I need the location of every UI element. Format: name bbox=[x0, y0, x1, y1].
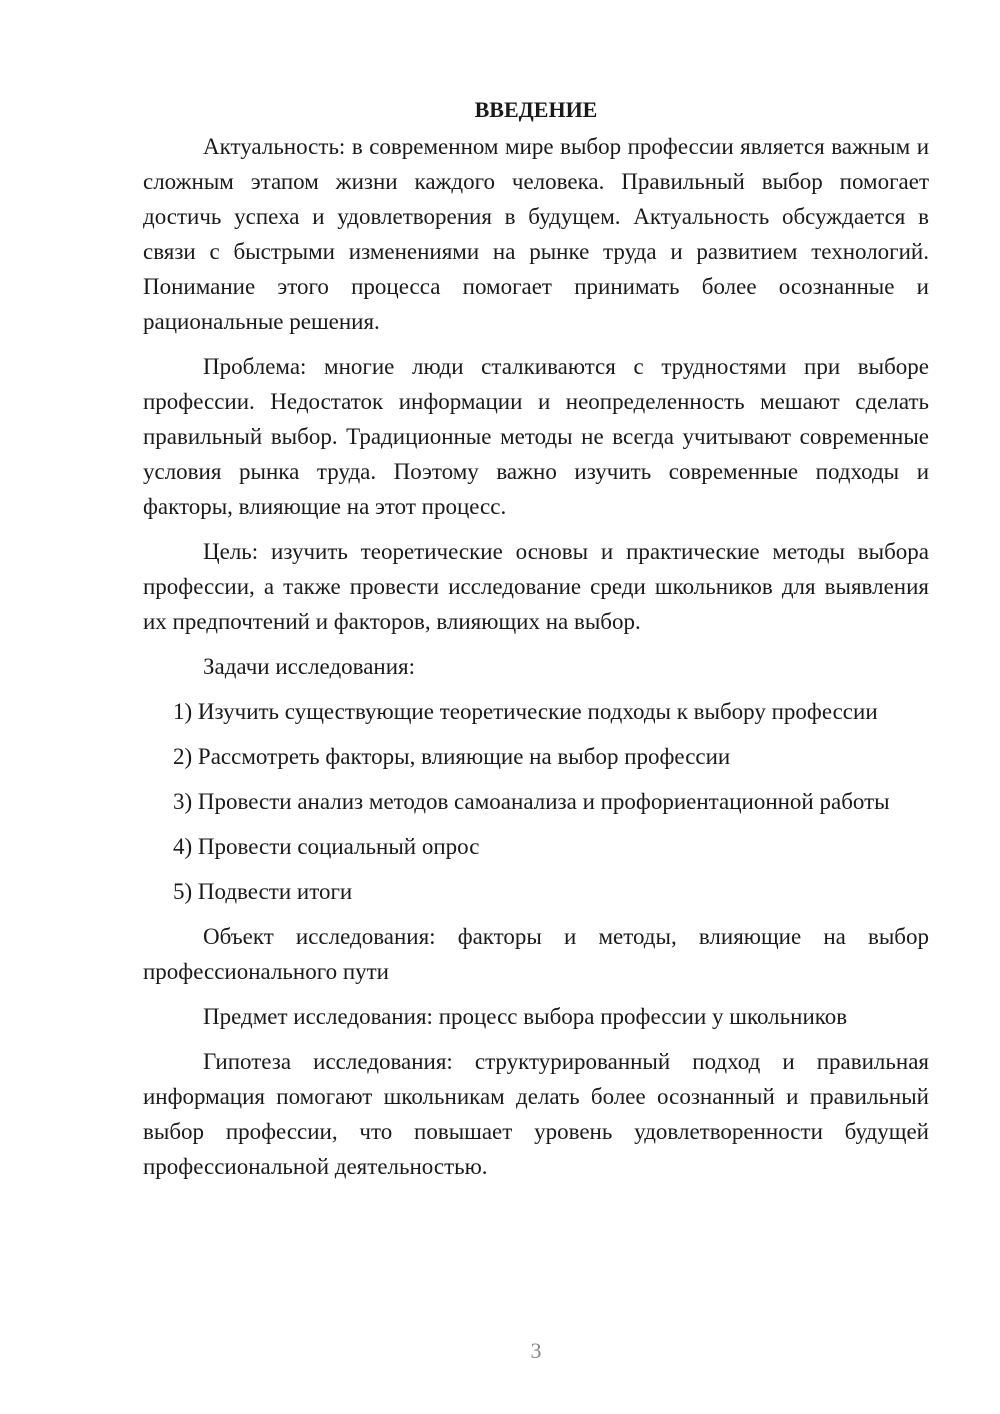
hypothesis-paragraph: Гипотеза исследования: структурированный подход и правильная информация помогают школьникам делать более осознанный и правильный выбор профессии, что повышает уровень удовлетворенности будущей профессиональной деятельностью. bbox=[143, 1049, 929, 1179]
tasks-heading: Задачи исследования: bbox=[203, 654, 416, 679]
problem-paragraph: Проблема: многие люди сталкиваются с трудностями при выборе профессии. Недостаток информации и неопределенность мешают сделать правильный выбор. Традиционные методы не всегда учитывают современные условия рынка труда. Поэтому важно изучить современные подходы и факторы, влияющие на этот процесс. bbox=[143, 354, 929, 519]
task-item-3: 3) Провести анализ методов самоанализа и профориентационной работы bbox=[173, 789, 890, 814]
page-number: 3 bbox=[530, 1338, 542, 1363]
object-paragraph: Объект исследования: факторы и методы, влияющие на выбор профессионального пути bbox=[143, 924, 929, 984]
page-title: ВВЕДЕНИЕ bbox=[474, 97, 598, 122]
goal-paragraph: Цель: изучить теоретические основы и практические методы выбора профессии, а также провести исследование среди школьников для выявления их предпочтений и факторов, влияющих на выбор. bbox=[143, 539, 929, 634]
page-content bbox=[143, 92, 929, 1194]
task-item-5: 5) Подвести итоги bbox=[173, 879, 353, 904]
subject-paragraph: Предмет исследования: процесс выбора профессии у школьников bbox=[203, 1004, 848, 1029]
task-item-2: 2) Рассмотреть факторы, влияющие на выбор профессии bbox=[173, 744, 731, 769]
relevance-paragraph: Актуальность: в современном мире выбор профессии является важным и сложным этапом жизни каждого человека. Правильный выбор помогает достичь успеха и удовлетворения в будущем. Актуальность обсуждается в связи с быстрыми изменениями на рынке труда и развитием технологий. Понимание этого процесса помогает принимать более осознанные и рациональные решения. bbox=[143, 134, 929, 334]
task-item-1: 1) Изучить существующие теоретические подходы к выбору профессии bbox=[173, 699, 878, 724]
task-item-4: 4) Провести социальный опрос bbox=[173, 834, 480, 859]
